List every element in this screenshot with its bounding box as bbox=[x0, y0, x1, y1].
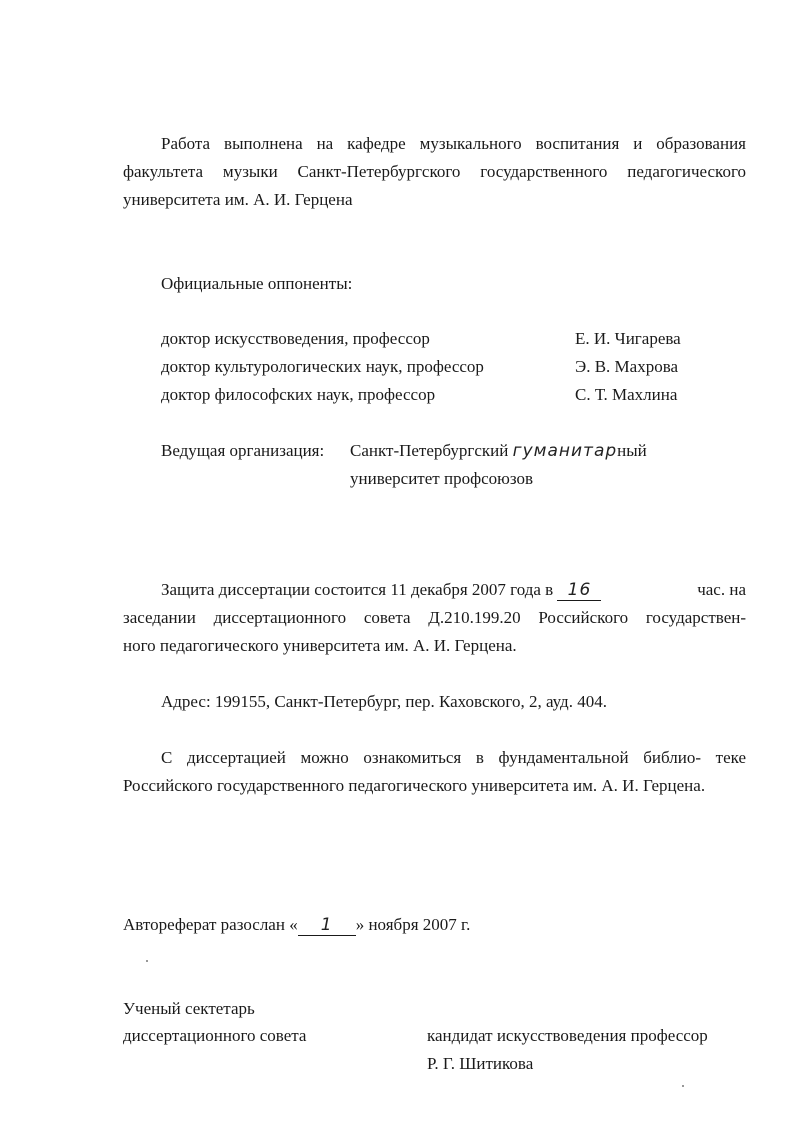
leading-org-line1 bbox=[350, 437, 647, 465]
secretary-name: Р. Г. Шитикова bbox=[427, 1054, 534, 1073]
mailing-day-blank bbox=[298, 915, 356, 936]
scan-speck bbox=[682, 1085, 684, 1087]
address: Адрес: 199155, Санкт-Петербург, пер. Каховского, 2, ауд. 404. bbox=[161, 692, 607, 711]
secretary-position: кандидат искусствоведения профессор bbox=[427, 1026, 708, 1045]
defense-end: час. на bbox=[697, 580, 746, 599]
intro-first-line: Работа выполнена на кафедре музыкального воспитания и образования bbox=[161, 134, 746, 153]
defense-hour: 16 bbox=[567, 580, 592, 600]
library-paragraph bbox=[123, 744, 746, 800]
leading-org-handwritten: гуманитар bbox=[512, 441, 618, 461]
mailing-end: » ноября 2007 г. bbox=[355, 915, 471, 934]
secretary-line2: диссертационного совета bbox=[123, 1026, 307, 1045]
opponents-heading: Официальные оппоненты: bbox=[161, 274, 353, 293]
defense-paragraph bbox=[123, 576, 746, 660]
opponent-title-3: доктор философских наук, профессор bbox=[161, 385, 436, 404]
mailing-day: 1 bbox=[320, 915, 333, 935]
library-first-line: С диссертацией можно ознакомиться в фундаментальной библио- bbox=[161, 748, 701, 767]
leading-org-start: Санкт-Петербургский bbox=[350, 441, 509, 460]
mailing-start: Автореферат разослан « bbox=[123, 915, 298, 934]
defense-hour-blank bbox=[557, 580, 601, 601]
opponent-name-3: С. Т. Махлина bbox=[575, 385, 678, 404]
defense-line3: ного педагогического университета им. А. И. Герцена. bbox=[123, 636, 517, 655]
leading-org-end: ный bbox=[617, 441, 647, 460]
opponent-name-2: Э. В. Махрова bbox=[575, 357, 679, 376]
leading-org-label: Ведущая организация: bbox=[161, 441, 325, 460]
library-rest: теке Российского государственного педагогического университета им. А. И. Герцена. bbox=[123, 748, 747, 795]
mailing-line bbox=[123, 911, 470, 939]
defense-line2: заседании диссертационного совета Д.210.199.20 Российского государствен- bbox=[123, 608, 746, 627]
scan-speck bbox=[146, 960, 148, 962]
defense-start: Защита диссертации состоится 11 декабря 2007 года в bbox=[161, 580, 554, 599]
opponent-name-1: Е. И. Чигарева bbox=[575, 329, 681, 348]
leading-org-line2: университет профсоюзов bbox=[350, 469, 533, 488]
secretary-line1: Ученый сектетарь bbox=[123, 999, 255, 1018]
intro-paragraph bbox=[123, 130, 746, 214]
opponent-title-1: доктор искусствоведения, профессор bbox=[161, 329, 430, 348]
intro-rest: факультета музыки Санкт-Петербургского государственного педагогического университета им. А. И. Герцена bbox=[123, 162, 746, 209]
opponent-title-2: доктор культурологических наук, профессор bbox=[161, 357, 484, 376]
